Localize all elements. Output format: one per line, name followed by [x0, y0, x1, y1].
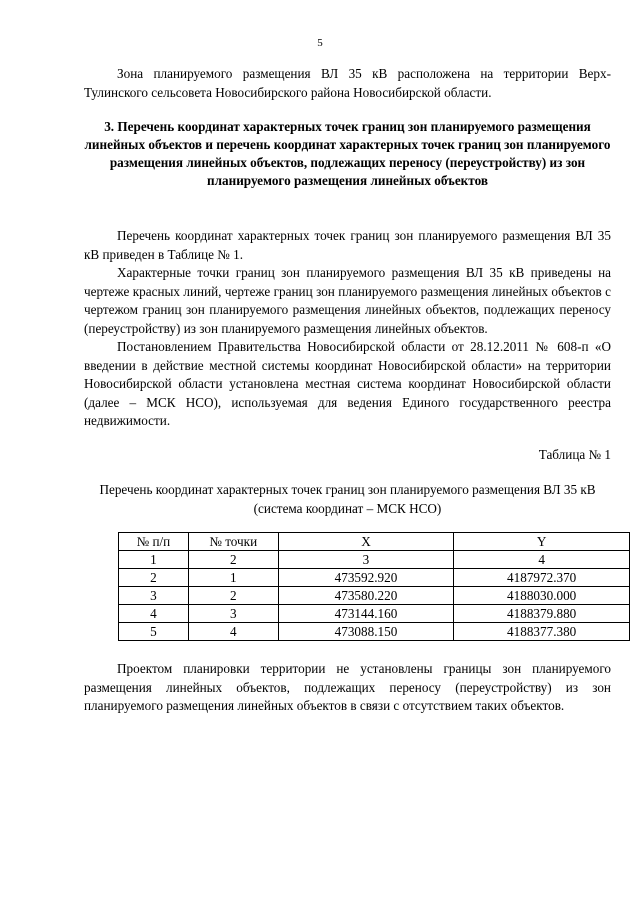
table-cell: 473144.160 [278, 605, 454, 623]
header-point-number: № точки [188, 533, 278, 551]
table-cell: 4188377.380 [454, 623, 630, 641]
page-number: 5 [317, 37, 323, 49]
paragraph-resolution: Постановлением Правительства Новосибирской области от 28.12.2011 № 608-п «О введении в действие местной системы координат Новосибирской области» на территории Новосибирской области установлена местная система координат Новосибирской области (далее – МСК НСО), используемая для ведения Единого государственного реестра недвижимости. [84, 339, 611, 428]
section-heading: 3. Перечень координат характерных точек границ зон планируемого размещения линейных объектов и перечень координат характерных точек границ зон планируемого размещения линейных объектов, подлежащих переносу (переустройству) из зон планируемого размещения линейных объектов [84, 119, 611, 188]
header-y: Y [454, 533, 630, 551]
table-cell: 4188030.000 [454, 587, 630, 605]
table-cell: 1 [188, 569, 278, 587]
header-row-number: № п/п [119, 533, 189, 551]
intro-paragraph: Зона планируемого размещения ВЛ 35 кВ расположена на территории Верх-Тулинского сельсовета Новосибирского района Новосибирской области. [84, 66, 611, 100]
table-cell: 4 [119, 605, 189, 623]
table-header-row [119, 533, 630, 551]
table-row [119, 623, 630, 641]
body-block [84, 227, 611, 431]
table-cell: 5 [119, 623, 189, 641]
paragraph-coordinates-list: Перечень координат характерных точек границ зон планируемого размещения ВЛ 35 кВ приведен в Таблице № 1. [84, 228, 611, 262]
coordinates-table [118, 532, 630, 641]
table-row [119, 569, 630, 587]
header-x: X [278, 533, 454, 551]
table-cell: 1 [119, 551, 189, 569]
table-row [119, 587, 630, 605]
table-cell: 2 [188, 551, 278, 569]
table-cell: 4188379.880 [454, 605, 630, 623]
table-cell: 2 [188, 587, 278, 605]
table-cell: 2 [119, 569, 189, 587]
table-caption: Таблица № 1 [538, 447, 611, 462]
intro-block [84, 65, 611, 102]
table-row [119, 605, 630, 623]
table-cell: 473592.920 [278, 569, 454, 587]
paragraph-characteristic-points: Характерные точки границ зон планируемого размещения ВЛ 35 кВ приведены на чертеже красных линий, чертеже границ зон планируемого размещения линейных объектов с чертежом границ зон планируемого размещения линейных объектов, подлежащих переносу (переустройству) из зон планируемого размещения линейных объектов. [84, 265, 611, 336]
table-cell: 3 [188, 605, 278, 623]
table-cell: 473088.150 [278, 623, 454, 641]
table-row [119, 551, 630, 569]
table-cell: 4 [188, 623, 278, 641]
table-cell: 4187972.370 [454, 569, 630, 587]
table-cell: 473580.220 [278, 587, 454, 605]
closing-block [84, 660, 611, 716]
table-cell: 4 [454, 551, 630, 569]
closing-paragraph: Проектом планировки территории не установлены границы зон планируемого размещения линейных объектов, подлежащих переносу (переустройству) из зон планируемого размещения линейных объектов в связи с отсутствием таких объектов. [84, 661, 611, 713]
table-title: Перечень координат характерных точек границ зон планируемого размещения ВЛ 35 кВ (система координат – МСК НСО) [99, 482, 596, 516]
table-cell: 3 [278, 551, 454, 569]
table-cell: 3 [119, 587, 189, 605]
